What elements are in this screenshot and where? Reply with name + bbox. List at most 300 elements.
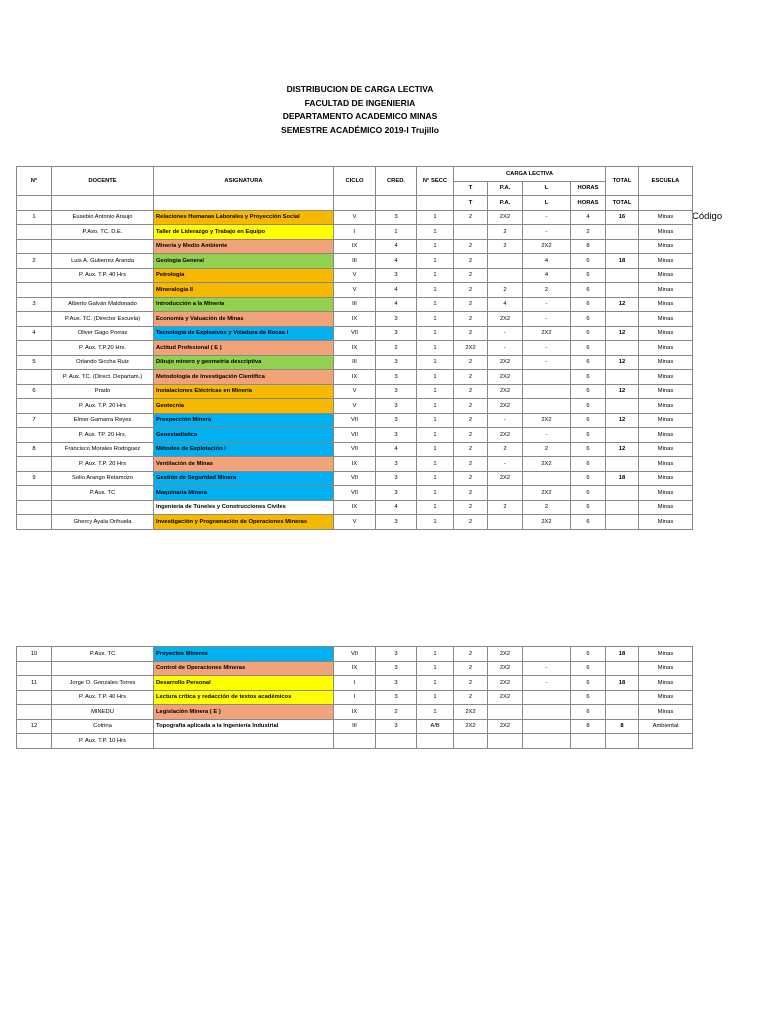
docente-cell: Jorge O. Gonzales Torres bbox=[52, 676, 154, 691]
laboratorio-cell bbox=[523, 370, 571, 385]
total-cell bbox=[606, 399, 639, 414]
escuela-cell: Minas bbox=[639, 283, 693, 298]
document-title-block bbox=[0, 83, 720, 137]
row-number bbox=[17, 283, 52, 298]
header-docente: DOCENTE bbox=[52, 167, 154, 196]
teoria-cell: 2 bbox=[454, 457, 488, 472]
total-cell bbox=[606, 283, 639, 298]
ciclo-cell: VII bbox=[334, 413, 376, 428]
escuela-cell: Minas bbox=[639, 413, 693, 428]
horas-cell: 6 bbox=[571, 428, 606, 443]
laboratorio-cell bbox=[523, 734, 571, 749]
creditos-cell: 3 bbox=[376, 413, 417, 428]
row-number: 6 bbox=[17, 384, 52, 399]
row-number: 8 bbox=[17, 442, 52, 457]
total-cell bbox=[606, 486, 639, 501]
escuela-cell: Minas bbox=[639, 457, 693, 472]
creditos-cell: 4 bbox=[376, 239, 417, 254]
header-escuela: ESCUELA bbox=[639, 167, 693, 196]
row-number: 12 bbox=[17, 719, 52, 734]
laboratorio-cell: 2 bbox=[523, 442, 571, 457]
total-cell bbox=[606, 239, 639, 254]
ciclo-cell: I bbox=[334, 225, 376, 240]
horas-cell: 6 bbox=[571, 486, 606, 501]
creditos-cell: 4 bbox=[376, 442, 417, 457]
laboratorio-cell: 2X2 bbox=[523, 239, 571, 254]
asignatura-cell: Maquinaria Minera bbox=[154, 486, 334, 501]
table-row bbox=[17, 413, 693, 428]
creditos-cell: 3 bbox=[376, 661, 417, 676]
laboratorio-cell bbox=[523, 719, 571, 734]
asignatura-cell: Instalaciones Eléctricas en Minería bbox=[154, 384, 334, 399]
carga-lectiva-table bbox=[16, 166, 693, 530]
table-row bbox=[17, 734, 693, 749]
laboratorio-cell bbox=[523, 384, 571, 399]
total-cell bbox=[606, 500, 639, 515]
secciones-cell: 1 bbox=[417, 428, 454, 443]
total-cell bbox=[606, 341, 639, 356]
creditos-cell: 3 bbox=[376, 384, 417, 399]
escuela-cell: Minas bbox=[639, 355, 693, 370]
teoria-cell: 2 bbox=[454, 471, 488, 486]
row-number bbox=[17, 457, 52, 472]
table-row bbox=[17, 268, 693, 283]
creditos-cell: 3 bbox=[376, 486, 417, 501]
table-row bbox=[17, 399, 693, 414]
teoria-cell: 2 bbox=[454, 297, 488, 312]
secciones-cell: 1 bbox=[417, 297, 454, 312]
total-cell: 12 bbox=[606, 297, 639, 312]
docente-cell: P. Aux. TC. (Direct. Departam.) bbox=[52, 370, 154, 385]
table-row bbox=[17, 384, 693, 399]
table-row bbox=[17, 355, 693, 370]
creditos-cell: 3 bbox=[376, 719, 417, 734]
row-number: 4 bbox=[17, 326, 52, 341]
practica-cell: - bbox=[488, 413, 523, 428]
teoria-cell: 2 bbox=[454, 399, 488, 414]
ciclo-cell: VII bbox=[334, 326, 376, 341]
row-number bbox=[17, 268, 52, 283]
practica-cell: 2X2 bbox=[488, 370, 523, 385]
creditos-cell: 3 bbox=[376, 457, 417, 472]
table-row bbox=[17, 515, 693, 530]
practica-cell: 2 bbox=[488, 225, 523, 240]
escuela-cell: Minas bbox=[639, 442, 693, 457]
practica-cell: 2X2 bbox=[488, 661, 523, 676]
table-row bbox=[17, 283, 693, 298]
secciones-cell: 1 bbox=[417, 413, 454, 428]
escuela-cell: Minas bbox=[639, 690, 693, 705]
row-number bbox=[17, 239, 52, 254]
asignatura-cell: Mineralogía II bbox=[154, 283, 334, 298]
creditos-cell: 3 bbox=[376, 312, 417, 327]
practica-cell: 2 bbox=[488, 442, 523, 457]
escuela-cell: Minas bbox=[639, 254, 693, 269]
header-l-2: L bbox=[523, 196, 571, 211]
ciclo-cell: V bbox=[334, 384, 376, 399]
horas-cell: 6 bbox=[571, 647, 606, 662]
ciclo-cell: IX bbox=[334, 239, 376, 254]
creditos-cell: 2 bbox=[376, 341, 417, 356]
horas-cell: 6 bbox=[571, 413, 606, 428]
teoria-cell: 2 bbox=[454, 239, 488, 254]
escuela-cell: Minas bbox=[639, 500, 693, 515]
docente-cell bbox=[52, 239, 154, 254]
asignatura-cell: Ventilación de Minas bbox=[154, 457, 334, 472]
table-row bbox=[17, 705, 693, 720]
ciclo-cell: V bbox=[334, 283, 376, 298]
total-cell: 12 bbox=[606, 384, 639, 399]
table-row bbox=[17, 225, 693, 240]
docente-cell: P. Aux. T.P. 40 Hrs bbox=[52, 268, 154, 283]
docente-cell: P.Aso. TC. D.E. bbox=[52, 225, 154, 240]
row-number bbox=[17, 500, 52, 515]
docente-cell: MINEDU bbox=[52, 705, 154, 720]
escuela-cell: Minas bbox=[639, 661, 693, 676]
teoria-cell: 2 bbox=[454, 690, 488, 705]
laboratorio-cell: 4 bbox=[523, 254, 571, 269]
header-total: TOTAL bbox=[606, 167, 639, 196]
docente-cell: P. Aux. T.P. 20 Hrs bbox=[52, 399, 154, 414]
practica-cell: 2X2 bbox=[488, 428, 523, 443]
laboratorio-cell: 2 bbox=[523, 283, 571, 298]
ciclo-cell: IX bbox=[334, 705, 376, 720]
laboratorio-cell: - bbox=[523, 428, 571, 443]
horas-cell: 6 bbox=[571, 254, 606, 269]
total-cell bbox=[606, 515, 639, 530]
laboratorio-cell: - bbox=[523, 225, 571, 240]
creditos-cell: 1 bbox=[376, 225, 417, 240]
header-secc: N° SECC bbox=[417, 167, 454, 196]
table-row bbox=[17, 661, 693, 676]
secciones-cell: 1 bbox=[417, 647, 454, 662]
asignatura-cell: Tecnología de Explosivos y Voladura de Rocas I bbox=[154, 326, 334, 341]
escuela-cell: Minas bbox=[639, 326, 693, 341]
total-cell: 16 bbox=[606, 210, 639, 225]
asignatura-cell: Actitud Profesional ( E ) bbox=[154, 341, 334, 356]
escuela-cell: Minas bbox=[639, 312, 693, 327]
laboratorio-cell: - bbox=[523, 676, 571, 691]
laboratorio-cell: 2X2 bbox=[523, 486, 571, 501]
header-ciclo: CICLO bbox=[334, 167, 376, 196]
row-number: 10 bbox=[17, 647, 52, 662]
horas-cell: 6 bbox=[571, 341, 606, 356]
secciones-cell: 1 bbox=[417, 268, 454, 283]
teoria-cell: 2 bbox=[454, 647, 488, 662]
asignatura-cell: Ingeniería de Túneles y Construcciones Civiles bbox=[154, 500, 334, 515]
teoria-cell: 2 bbox=[454, 500, 488, 515]
horas-cell: 6 bbox=[571, 384, 606, 399]
ciclo-cell: III bbox=[334, 355, 376, 370]
row-number bbox=[17, 312, 52, 327]
secciones-cell: 1 bbox=[417, 384, 454, 399]
horas-cell: 6 bbox=[571, 500, 606, 515]
teoria-cell: 2 bbox=[454, 428, 488, 443]
practica-cell: - bbox=[488, 326, 523, 341]
total-cell: 12 bbox=[606, 442, 639, 457]
secciones-cell: 1 bbox=[417, 442, 454, 457]
docente-cell: P.Aux. TC. (Director Escuela) bbox=[52, 312, 154, 327]
secciones-cell: 1 bbox=[417, 312, 454, 327]
escuela-cell: Minas bbox=[639, 428, 693, 443]
total-cell bbox=[606, 428, 639, 443]
practica-cell bbox=[488, 705, 523, 720]
asignatura-cell: Control de Operaciones Mineras bbox=[154, 661, 334, 676]
escuela-cell: Minas bbox=[639, 471, 693, 486]
ciclo-cell: III bbox=[334, 719, 376, 734]
laboratorio-cell: 2X2 bbox=[523, 515, 571, 530]
laboratorio-cell: - bbox=[523, 355, 571, 370]
asignatura-cell: Relaciones Humanas Laborales y Proyección Social bbox=[154, 210, 334, 225]
teoria-cell: 2 bbox=[454, 355, 488, 370]
docente-cell: P. Aux. T.P. 10 Hrs bbox=[52, 734, 154, 749]
row-number: 7 bbox=[17, 413, 52, 428]
docente-cell: Elmer Gamarra Reyes bbox=[52, 413, 154, 428]
creditos-cell: 4 bbox=[376, 500, 417, 515]
row-number: 5 bbox=[17, 355, 52, 370]
laboratorio-cell bbox=[523, 471, 571, 486]
table-row bbox=[17, 210, 693, 225]
header-cred: CRED. bbox=[376, 167, 417, 196]
ciclo-cell: VII bbox=[334, 471, 376, 486]
laboratorio-cell: - bbox=[523, 210, 571, 225]
row-number bbox=[17, 225, 52, 240]
creditos-cell: 3 bbox=[376, 428, 417, 443]
header-pa: P.A. bbox=[488, 181, 523, 196]
ciclo-cell: IX bbox=[334, 370, 376, 385]
secciones-cell: 1 bbox=[417, 210, 454, 225]
laboratorio-cell bbox=[523, 399, 571, 414]
table-row bbox=[17, 297, 693, 312]
laboratorio-cell bbox=[523, 705, 571, 720]
docente-cell: Eusebio Antonio Araujo bbox=[52, 210, 154, 225]
secciones-cell: 1 bbox=[417, 515, 454, 530]
table-row bbox=[17, 676, 693, 691]
horas-cell: 6 bbox=[571, 690, 606, 705]
total-cell: 12 bbox=[606, 355, 639, 370]
practica-cell: 2X2 bbox=[488, 384, 523, 399]
escuela-cell: Minas bbox=[639, 297, 693, 312]
header-horas-2: HORAS bbox=[571, 196, 606, 211]
secciones-cell: 1 bbox=[417, 239, 454, 254]
table-row bbox=[17, 442, 693, 457]
total-cell bbox=[606, 312, 639, 327]
practica-cell bbox=[488, 268, 523, 283]
horas-cell: 6 bbox=[571, 312, 606, 327]
codigo-label: Código bbox=[692, 211, 723, 222]
ciclo-cell: IX bbox=[334, 341, 376, 356]
docente-cell: Cotrina bbox=[52, 719, 154, 734]
horas-cell: 6 bbox=[571, 268, 606, 283]
teoria-cell: 2 bbox=[454, 210, 488, 225]
teoria-cell: 2X2 bbox=[454, 705, 488, 720]
laboratorio-cell: 2X2 bbox=[523, 457, 571, 472]
horas-cell: 8 bbox=[571, 239, 606, 254]
asignatura-cell: Prospección Minera bbox=[154, 413, 334, 428]
escuela-cell: Ambiental bbox=[639, 719, 693, 734]
header-carga-lectiva: CARGA LECTIVA bbox=[454, 167, 606, 182]
secciones-cell bbox=[417, 734, 454, 749]
secciones-cell: 1 bbox=[417, 690, 454, 705]
practica-cell: 2 bbox=[488, 500, 523, 515]
asignatura-cell bbox=[154, 734, 334, 749]
table-row bbox=[17, 457, 693, 472]
title-line-1: DISTRIBUCION DE CARGA LECTIVA bbox=[286, 84, 434, 94]
escuela-cell: Minas bbox=[639, 341, 693, 356]
creditos-cell: 3 bbox=[376, 355, 417, 370]
secciones-cell: 1 bbox=[417, 471, 454, 486]
total-cell bbox=[606, 661, 639, 676]
practica-cell: 2 bbox=[488, 283, 523, 298]
laboratorio-cell: 2X2 bbox=[523, 326, 571, 341]
horas-cell: 6 bbox=[571, 705, 606, 720]
docente-cell: Francisco Morales Rodriguez bbox=[52, 442, 154, 457]
creditos-cell: 3 bbox=[376, 676, 417, 691]
laboratorio-cell: 2X2 bbox=[523, 413, 571, 428]
header-l: L bbox=[523, 181, 571, 196]
total-cell: 12 bbox=[606, 326, 639, 341]
secciones-cell: 1 bbox=[417, 705, 454, 720]
asignatura-cell: Metodología de Investigación Científica bbox=[154, 370, 334, 385]
row-number bbox=[17, 515, 52, 530]
header-asignatura: ASIGNATURA bbox=[154, 167, 334, 196]
docente-cell bbox=[52, 283, 154, 298]
ciclo-cell: IX bbox=[334, 457, 376, 472]
asignatura-cell: Desarrollo Personal bbox=[154, 676, 334, 691]
table-row bbox=[17, 370, 693, 385]
horas-cell: 6 bbox=[571, 676, 606, 691]
asignatura-cell: Legislación Minera ( E ) bbox=[154, 705, 334, 720]
escuela-cell: Minas bbox=[639, 370, 693, 385]
escuela-cell: Minas bbox=[639, 210, 693, 225]
secciones-cell: 1 bbox=[417, 254, 454, 269]
teoria-cell: 2 bbox=[454, 370, 488, 385]
practica-cell: 2X2 bbox=[488, 399, 523, 414]
docente-cell: P. Aux. T.P. 40 Hrs bbox=[52, 690, 154, 705]
teoria-cell: 2 bbox=[454, 442, 488, 457]
row-number: 1 bbox=[17, 210, 52, 225]
escuela-cell: Minas bbox=[639, 705, 693, 720]
row-number bbox=[17, 705, 52, 720]
teoria-cell: 2 bbox=[454, 661, 488, 676]
teoria-cell: 2 bbox=[454, 254, 488, 269]
practica-cell: 2X2 bbox=[488, 471, 523, 486]
practica-cell bbox=[488, 254, 523, 269]
practica-cell: 2X2 bbox=[488, 690, 523, 705]
secciones-cell: 1 bbox=[417, 457, 454, 472]
creditos-cell: 4 bbox=[376, 297, 417, 312]
creditos-cell: 3 bbox=[376, 268, 417, 283]
creditos-cell: 4 bbox=[376, 283, 417, 298]
ciclo-cell: IX bbox=[334, 312, 376, 327]
practica-cell: 2X2 bbox=[488, 210, 523, 225]
title-line-2: FACULTAD DE INGENIERIA bbox=[304, 97, 416, 108]
creditos-cell: 2 bbox=[376, 705, 417, 720]
escuela-cell: Minas bbox=[639, 268, 693, 283]
table-row bbox=[17, 500, 693, 515]
docente-cell: P. Aux. T.P.20 Hrs. bbox=[52, 341, 154, 356]
laboratorio-cell: - bbox=[523, 661, 571, 676]
asignatura-cell: Investigación y Programación de Operaciones Mineras bbox=[154, 515, 334, 530]
horas-cell: 6 bbox=[571, 283, 606, 298]
ciclo-cell: VII bbox=[334, 428, 376, 443]
ciclo-cell: I bbox=[334, 676, 376, 691]
ciclo-cell: V bbox=[334, 268, 376, 283]
ciclo-cell: III bbox=[334, 297, 376, 312]
asignatura-cell: Gestión de Seguridad Minera bbox=[154, 471, 334, 486]
creditos-cell: 3 bbox=[376, 370, 417, 385]
practica-cell: 2X2 bbox=[488, 355, 523, 370]
asignatura-cell: Introducción a la Minería bbox=[154, 297, 334, 312]
horas-cell: 6 bbox=[571, 457, 606, 472]
row-number bbox=[17, 690, 52, 705]
teoria-cell: 2X2 bbox=[454, 341, 488, 356]
title-line-4: SEMESTRE ACADÉMICO 2019-I Trujillo bbox=[281, 124, 439, 135]
docente-cell: P. Aux. T.P. 20 Hrs bbox=[52, 457, 154, 472]
escuela-cell: Minas bbox=[639, 399, 693, 414]
practica-cell bbox=[488, 734, 523, 749]
row-number bbox=[17, 370, 52, 385]
horas-cell: 6 bbox=[571, 442, 606, 457]
asignatura-cell: Lectura crítica y redacción de textos académicos bbox=[154, 690, 334, 705]
horas-cell: 6 bbox=[571, 399, 606, 414]
total-cell bbox=[606, 268, 639, 283]
laboratorio-cell: 4 bbox=[523, 268, 571, 283]
asignatura-cell: Geotecnia bbox=[154, 399, 334, 414]
horas-cell: 6 bbox=[571, 471, 606, 486]
horas-cell: 6 bbox=[571, 515, 606, 530]
teoria-cell: 2 bbox=[454, 676, 488, 691]
asignatura-cell: Economía y Valuación de Minas bbox=[154, 312, 334, 327]
laboratorio-cell bbox=[523, 690, 571, 705]
total-cell: 12 bbox=[606, 413, 639, 428]
teoria-cell: 2 bbox=[454, 515, 488, 530]
escuela-cell: Minas bbox=[639, 239, 693, 254]
asignatura-cell: Geología General bbox=[154, 254, 334, 269]
ciclo-cell: V bbox=[334, 515, 376, 530]
asignatura-cell: Topografía aplicada a la Ingeniería Industrial bbox=[154, 719, 334, 734]
row-number bbox=[17, 341, 52, 356]
laboratorio-cell: - bbox=[523, 341, 571, 356]
total-cell: 18 bbox=[606, 254, 639, 269]
asignatura-cell: Minería y Medio Ambiente bbox=[154, 239, 334, 254]
ciclo-cell: V bbox=[334, 399, 376, 414]
teoria-cell bbox=[454, 734, 488, 749]
creditos-cell: 3 bbox=[376, 690, 417, 705]
ciclo-cell: V bbox=[334, 210, 376, 225]
secciones-cell: 1 bbox=[417, 661, 454, 676]
horas-cell: 6 bbox=[571, 326, 606, 341]
horas-cell: 2 bbox=[571, 225, 606, 240]
escuela-cell: Minas bbox=[639, 225, 693, 240]
creditos-cell: 3 bbox=[376, 515, 417, 530]
teoria-cell bbox=[454, 225, 488, 240]
table-row bbox=[17, 471, 693, 486]
header-horas: HORAS bbox=[571, 181, 606, 196]
escuela-cell: Minas bbox=[639, 676, 693, 691]
secciones-cell: A/B bbox=[417, 719, 454, 734]
table-row bbox=[17, 341, 693, 356]
carga-lectiva-table-continued bbox=[16, 646, 693, 749]
ciclo-cell: I bbox=[334, 690, 376, 705]
total-cell: 18 bbox=[606, 471, 639, 486]
practica-cell: 2 bbox=[488, 239, 523, 254]
docente-cell: Prado bbox=[52, 384, 154, 399]
laboratorio-cell bbox=[523, 647, 571, 662]
practica-cell: 2X2 bbox=[488, 719, 523, 734]
row-number: 11 bbox=[17, 676, 52, 691]
table-row bbox=[17, 647, 693, 662]
